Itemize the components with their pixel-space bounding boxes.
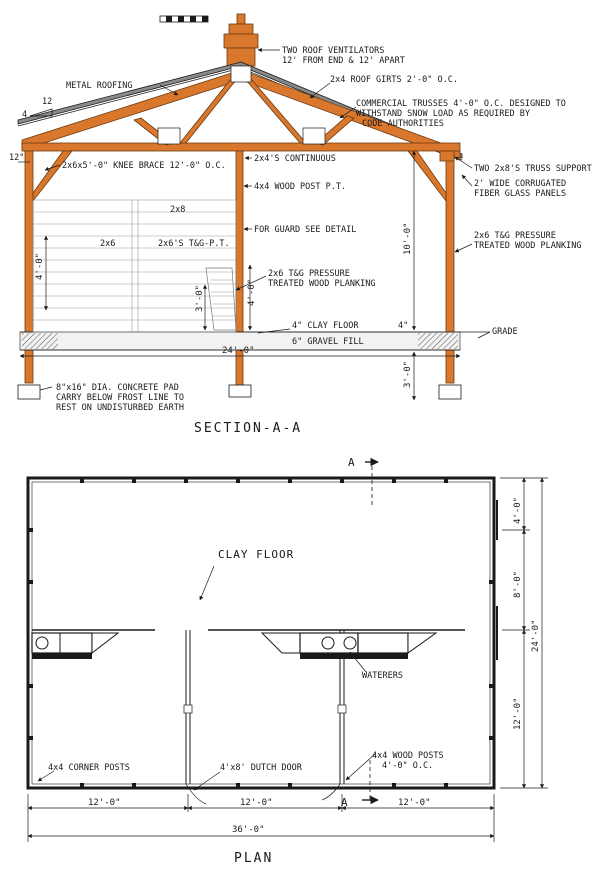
guard (206, 268, 236, 330)
gusset-plate (158, 128, 180, 144)
waterer-middle (262, 633, 436, 659)
label-girts: 2x4 ROOF GIRTS 2'-0" O.C. (330, 75, 458, 85)
dim-footing-3: 3'-0" (403, 360, 413, 388)
dim-total-width: 36'-0" (232, 825, 265, 835)
label-planking-in-2: TREATED WOOD PLANKING (268, 279, 376, 289)
label-continuous: 2x4'S CONTINUOUS (254, 154, 336, 164)
label-2x6: 2x6 (100, 239, 116, 249)
label-truss-support: TWO 2x8'S TRUSS SUPPORT (474, 164, 592, 174)
truss-bottom-chord (22, 143, 460, 151)
slope-rise: 4 (22, 110, 28, 120)
label-planking-in-1: 2x6 T&G PRESSURE (268, 269, 350, 279)
label-plan-clay-floor: CLAY FLOOR (218, 548, 295, 561)
label-pad-3: REST ON UNDISTURBED EARTH (56, 403, 184, 413)
dim-height-10: 10'-0" (403, 222, 413, 255)
label-wood-posts-2: 4'-0" O.C. (382, 761, 434, 771)
label-fiberglass-1: 2' WIDE CORRUGATED (474, 179, 567, 189)
truss-support (440, 151, 454, 161)
section-mark-letter: A (341, 796, 349, 809)
slope-run: 12 (42, 97, 53, 107)
label-grade: GRADE (492, 327, 518, 337)
scale-bar (160, 16, 208, 22)
label-dutch-door: 4'x8' DUTCH DOOR (220, 763, 302, 773)
label-pad-2: CARRY BELOW FROST LINE TO (56, 393, 184, 403)
section-title: SECTION-A-A (194, 421, 303, 436)
door-swing (322, 784, 340, 800)
section-mark-letter: A (348, 456, 356, 469)
ground-hatch (418, 333, 458, 349)
label-planking-out-1: 2x6 T&G PRESSURE (474, 231, 556, 241)
concrete-pad (439, 385, 461, 399)
ground-hatch (22, 333, 58, 349)
dim-planking-4: 4'-0" (35, 252, 45, 280)
plan-title: PLAN (234, 851, 274, 866)
label-wood-post: 4x4 WOOD POST P.T. (254, 182, 347, 192)
label-planking-out-2: TREATED WOOD PLANKING (474, 241, 582, 251)
dim-floor-4in: 4" (398, 321, 409, 331)
dim-right-total: 24'-0" (531, 619, 541, 652)
label-clay-floor: 4" CLAY FLOOR (292, 321, 359, 331)
label-trusses-1: COMMERCIAL TRUSSES 4'-0" O.C. DESIGNED TO (356, 99, 566, 109)
dim-span: 24'-0" (222, 346, 255, 356)
label-waterers: WATERERS (362, 671, 403, 681)
label-2x8: 2x8 (170, 205, 186, 215)
dim-guard-3: 3'-0" (195, 284, 205, 312)
label-knee-brace: 2x6x5'-0" KNEE BRACE 12'-0" O.C. (62, 161, 226, 171)
label-vent-1: TWO ROOF VENTILATORS (282, 46, 385, 56)
label-pad-1: 8"x16" DIA. CONCRETE PAD (56, 383, 179, 393)
concrete-pad (18, 385, 40, 399)
dim-guard-4: 4'-0" (247, 278, 257, 306)
dim-right-12: 12'-0" (513, 697, 523, 730)
section-mark-bottom (341, 760, 378, 809)
wood-planking (33, 200, 236, 332)
plan-view (28, 456, 548, 866)
gusset-plate (303, 128, 325, 144)
dim-bay-3: 12'-0" (398, 798, 431, 808)
label-gravel: 6" GRAVEL FILL (292, 337, 364, 347)
label-overhang: 12" (9, 153, 25, 163)
dim-right-8: 8'-0" (513, 570, 523, 598)
dim-bay-1: 12'-0" (88, 798, 121, 808)
label-2x6s: 2x6'S T&G-P.T. (158, 239, 230, 249)
label-guard: FOR GUARD SEE DETAIL (254, 225, 357, 235)
knee-brace-left (33, 151, 72, 201)
label-corner-posts: 4x4 CORNER POSTS (48, 763, 130, 773)
concrete-pad (229, 385, 251, 397)
dim-bay-2: 12'-0" (240, 798, 273, 808)
label-vent-2: 12' FROM END & 12' APART (282, 56, 405, 66)
waterer-left (32, 633, 118, 659)
dim-right-4: 4'-0" (513, 496, 523, 524)
label-metal-roofing: METAL ROOFING (66, 81, 133, 91)
label-fiberglass-2: FIBER GLASS PANELS (474, 189, 567, 199)
label-trusses-3: CODE AUTHORITIES (362, 119, 444, 129)
section-mark-top (348, 456, 378, 505)
section-view (9, 14, 592, 436)
label-trusses-2: WITHSTAND SNOW LOAD AS REQUIRED BY (356, 109, 530, 119)
label-wood-posts-1: 4x4 WOOD POSTS (372, 751, 444, 761)
gusset-plate (231, 66, 251, 82)
roof-ventilator (224, 14, 258, 66)
